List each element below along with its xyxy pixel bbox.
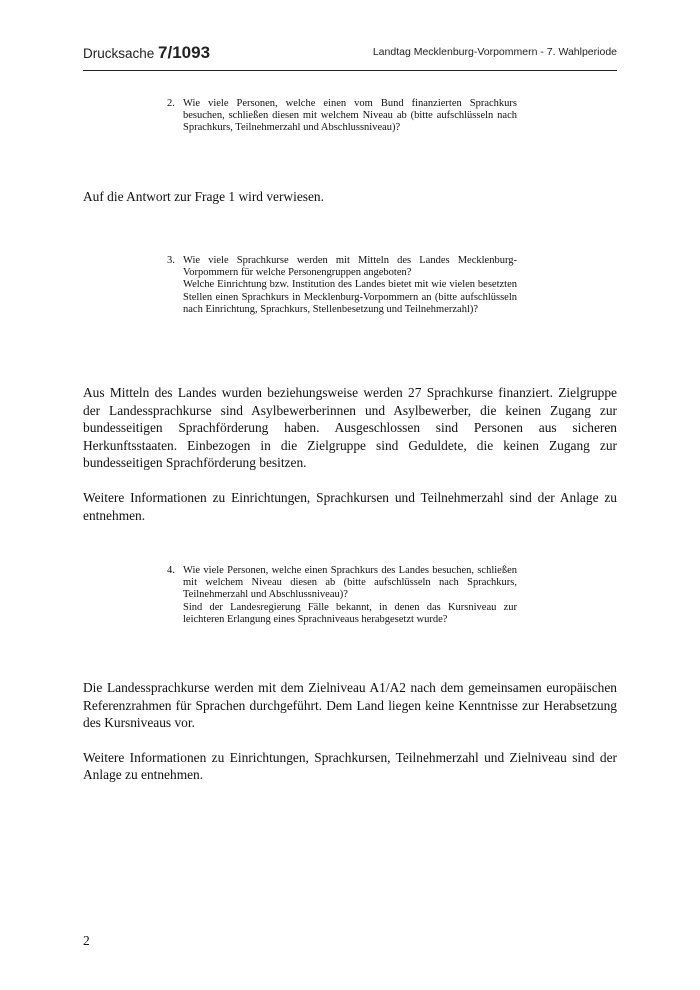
answer-paragraph: Die Landessprachkurse werden mit dem Zielniveau A1/A2 nach dem gemeinsamen europäischen Referenzrahmen für Sprachen durchgeführt. Dem Land liegen keine Kenntnisse zur Herabsetzung des Kursniveaus vor.: [83, 680, 617, 731]
answer-paragraph: Auf die Antwort zur Frage 1 wird verwiesen.: [83, 189, 324, 204]
page-number: 2: [83, 933, 90, 948]
question-paragraph: Welche Einrichtung bzw. Institution des Landes bietet mit wie vielen besetzten Stellen einen Sprachkurs in Mecklenburg-Vorpommern an (bitte aufschlüsseln nach Einrichtung, Sprachkurs, Stellenbesetzung und Teilnehmerzahl)?: [183, 279, 517, 315]
question-4: [167, 565, 517, 626]
question-text: [183, 255, 517, 316]
question-number: 2.: [167, 98, 175, 109]
answer-paragraph: Weitere Informationen zu Einrichtungen, Sprachkursen und Teilnehmerzahl sind der Anlage zu entnehmen.: [83, 489, 617, 523]
document-number-value: 7/1093: [158, 43, 211, 62]
question-3: [167, 255, 517, 316]
answer-2: [83, 188, 617, 206]
question-paragraph: Wie viele Sprachkurse werden mit Mitteln des Landes Mecklenburg-Vorpommern für welche Personengruppen angeboten?: [183, 255, 517, 279]
question-paragraph: Wie viele Personen, welche einen Sprachkurs des Landes besuchen, schließen mit welchem Niveau diesen ab (bitte aufschlüsseln nach Sprachkurs, Teilnehmerzahl und Abschlussniveau)?: [183, 565, 517, 601]
question-paragraph: Wie viele Personen, welche einen vom Bund finanzierten Sprachkurs besuchen, schließen diesen mit welchem Niveau ab (bitte aufschlüsseln nach Sprachkurs, Teilnehmerzahl und Abschlussniveau)?: [183, 98, 517, 134]
question-text: [183, 565, 517, 626]
question-number: 4.: [167, 565, 175, 576]
document-number: [83, 43, 210, 63]
parliament-title: Landtag Mecklenburg-Vorpommern - 7. Wahlperiode: [372, 46, 617, 58]
question-paragraph: Sind der Landesregierung Fälle bekannt, in denen das Kursniveau zur leichteren Erlangung eines Sprachniveaus herabgesetzt wurde?: [183, 601, 517, 625]
answer-4: [83, 679, 617, 784]
page-header: [83, 38, 617, 71]
question-text: [183, 98, 517, 135]
answer-paragraph: Weitere Informationen zu Einrichtungen, Sprachkursen, Teilnehmerzahl und Zielniveau sind der Anlage zu entnehmen.: [83, 749, 617, 783]
answer-3: [83, 384, 617, 524]
question-number: 3.: [167, 255, 175, 266]
document-label: Drucksache: [83, 46, 155, 61]
answer-paragraph: Aus Mitteln des Landes wurden beziehungsweise werden 27 Sprachkurse finanziert. Zielgruppe der Landessprachkurse sind Asylbewerberinnen und Asylbewerber, die keinen Zugang zur bundesseitigen Sprachförderung haben. Ausgeschlossen sind Personen aus sicheren Herkunftsstaaten. Einbezogen in die Zielgruppe sind Geduldete, die keinen Zugang zur bundesseitigen Sprachförderung besitzen.: [83, 385, 617, 471]
question-2: [167, 98, 517, 135]
